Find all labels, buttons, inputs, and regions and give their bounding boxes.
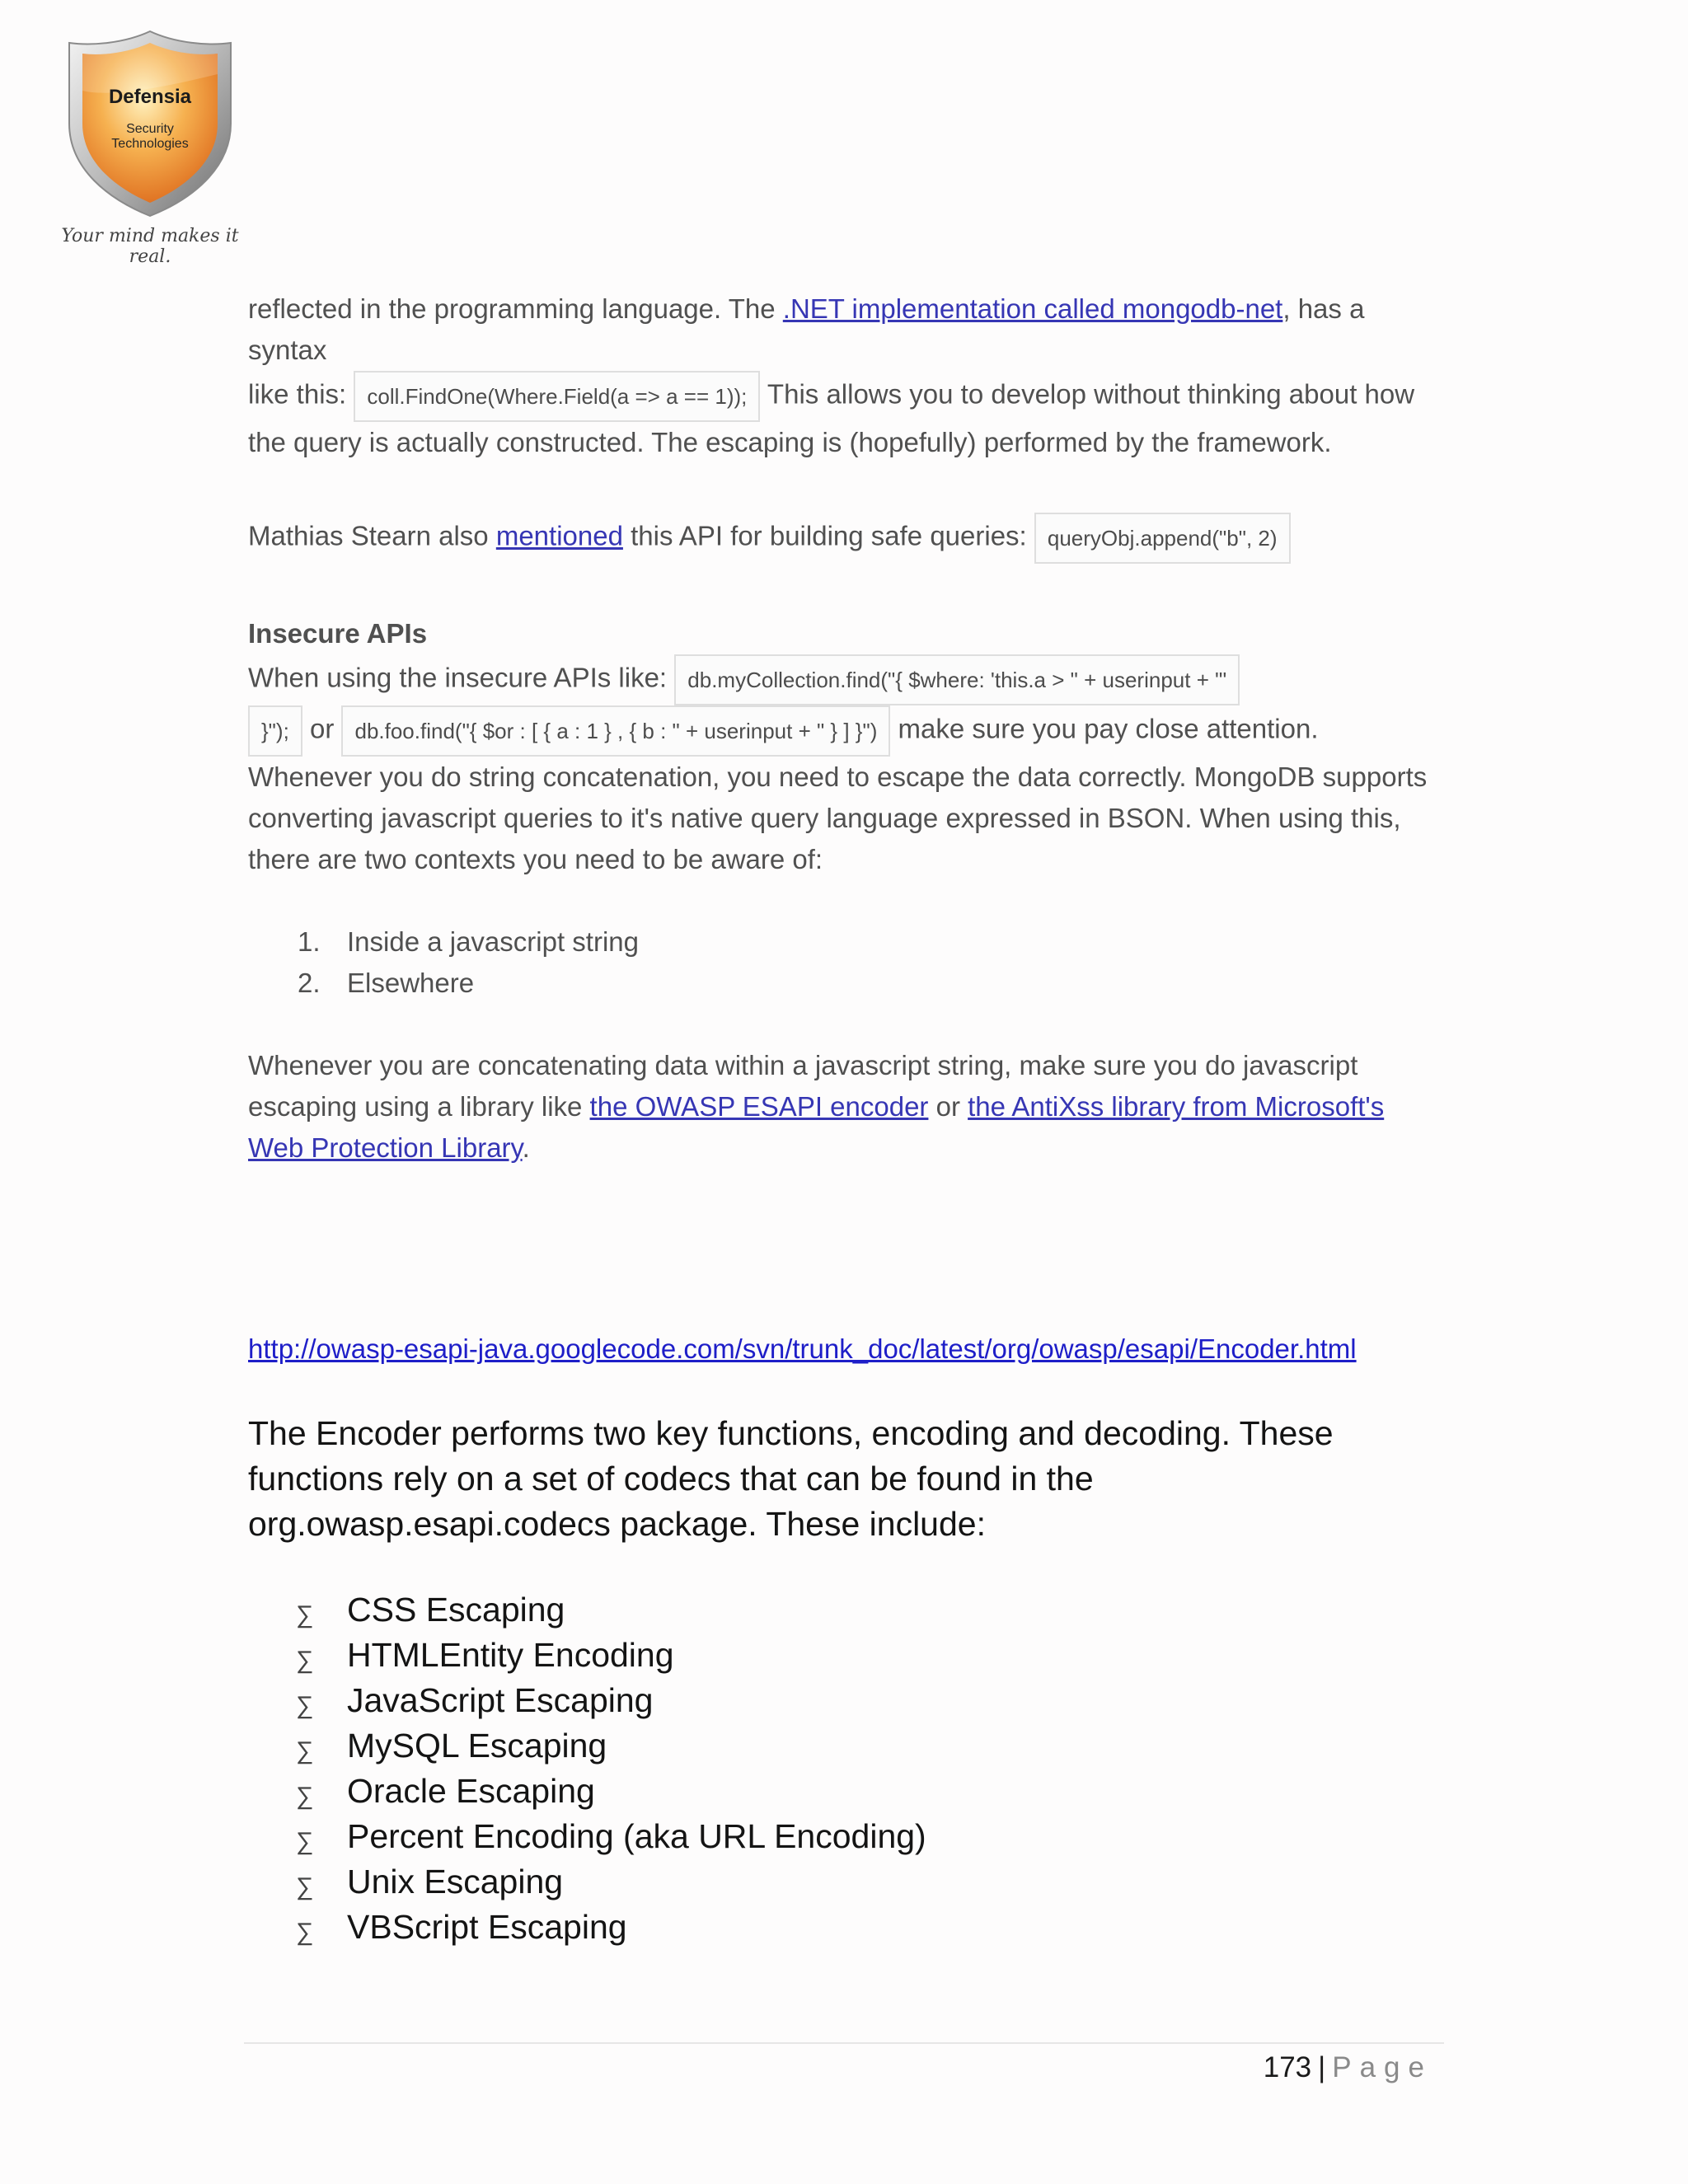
list-item-text: Percent Encoding (aka URL Encoding) [347,1817,926,1855]
link-mongodb-net[interactable]: .NET implementation called mongodb-net [782,293,1283,324]
link-antixss-library[interactable]: the AntiXss library from Microsoft's Web Protection Library [248,1091,1385,1163]
paragraph-insecure-apis [248,654,1435,880]
footer-divider [244,2042,1444,2044]
sigma-bullet-icon: ∑ [296,1692,314,1719]
encoder-url-line [248,1329,1357,1370]
text: like this: [248,378,354,410]
code-snippet-close: }"); [248,705,302,757]
list-item [248,921,1435,963]
link-owasp-esapi-encoder[interactable]: the OWASP ESAPI encoder [589,1091,929,1122]
list-item [248,1859,926,1905]
logo-subtitle-line1: Security [126,122,174,136]
list-item-text: Inside a javascript string [347,926,639,957]
text: or [302,713,342,744]
logo-brand-name: Defensia [108,86,192,108]
link-mentioned[interactable]: mentioned [495,520,623,551]
text: the query is actually constructed. The escaping is (hopefully) performed by the framework. [248,427,1332,457]
code-snippet-findone: coll.FindOne(Where.Field(a => a == 1)); [354,371,760,422]
codecs-list [248,1587,926,1950]
sigma-bullet-icon: ∑ [296,1647,314,1674]
text: this API for building safe queries: [622,520,1034,551]
list-item [248,963,1435,1004]
list-item-text: MySQL Escaping [347,1727,607,1765]
heading-insecure-apis: Insecure APIs [248,618,428,649]
text: This allows you to develop without thinking about how [760,378,1415,410]
list-item-text: Elsewhere [347,968,475,998]
link-encoder-url[interactable]: http://owasp-esapi-java.googlecode.com/svn/trunk_doc/latest/org/owasp/esapi/Encoder.html [248,1333,1357,1364]
list-item [248,1587,926,1633]
text: When using the insecure APIs like: [248,662,675,693]
page-content [248,288,1435,1169]
logo-tagline: Your mind makes it real. [61,226,239,267]
text: Whenever you do string concatenation, you need to escape the data correctly. MongoDB supports converting javascript queries to it's native query language expressed in BSON. When using this, there are two contexts you need to be aware of: [248,762,1428,874]
paragraph-mathias [248,513,1435,564]
list-item-text: VBScript Escaping [347,1908,627,1946]
list-item-text: CSS Escaping [347,1591,565,1629]
text: , has a syntax [248,293,1365,365]
code-snippet-queryobj: queryObj.append("b", 2) [1034,513,1291,564]
list-item [248,1723,926,1769]
list-item [248,1769,926,1814]
list-item-text: HTMLEntity Encoding [347,1636,674,1674]
code-snippet-mycollection-find: db.myCollection.find("{ $where: 'this.a > " + userinput + "' [674,654,1240,705]
text: Whenever you are concatenating data within a javascript string, make sure you do javascript escaping using a library like [248,1050,1358,1122]
text: or [928,1091,968,1122]
list-item-text: JavaScript Escaping [347,1681,654,1719]
list-item-text: Oracle Escaping [347,1772,595,1810]
list-item-text: Unix Escaping [347,1863,564,1900]
logo-subtitle [59,122,241,152]
list-item [248,1814,926,1859]
contexts-list [248,921,1435,1004]
list-number: 2. [298,968,321,998]
sigma-bullet-icon: ∑ [296,1828,314,1855]
text: . [522,1132,530,1163]
code-snippet-foo-find: db.foo.find("{ $or : [ { a : 1 } , { b : " + userinput + " } ] }") [341,705,890,757]
paragraph-encoder: The Encoder performs two key functions, encoding and decoding. These functions rely on a set of codecs that can be found in the org.owasp.esapi.codecs package. These include: [248,1414,1334,1543]
list-item [248,1678,926,1723]
text: reflected in the programming language. The [248,293,783,324]
sigma-bullet-icon: ∑ [296,1873,314,1900]
sigma-bullet-icon: ∑ [296,1601,314,1629]
company-logo [59,25,241,267]
page-footer [1264,2047,1432,2088]
footer-separator: | [1318,2051,1326,2083]
page-label: Page [1332,2051,1432,2083]
list-item [248,1905,926,1950]
text: make sure you pay close attention. [890,713,1319,744]
list-number: 1. [298,926,321,957]
page-number: 173 [1263,2051,1312,2083]
text: Mathias Stearn also [248,520,496,551]
logo-subtitle-line2: Technologies [111,137,189,151]
sigma-bullet-icon: ∑ [296,1737,314,1765]
sigma-bullet-icon: ∑ [296,1783,314,1810]
paragraph-escaping [248,1045,1435,1169]
list-item [248,1633,926,1678]
paragraph-mongodb-net [248,288,1435,463]
sigma-bullet-icon: ∑ [296,1919,314,1946]
